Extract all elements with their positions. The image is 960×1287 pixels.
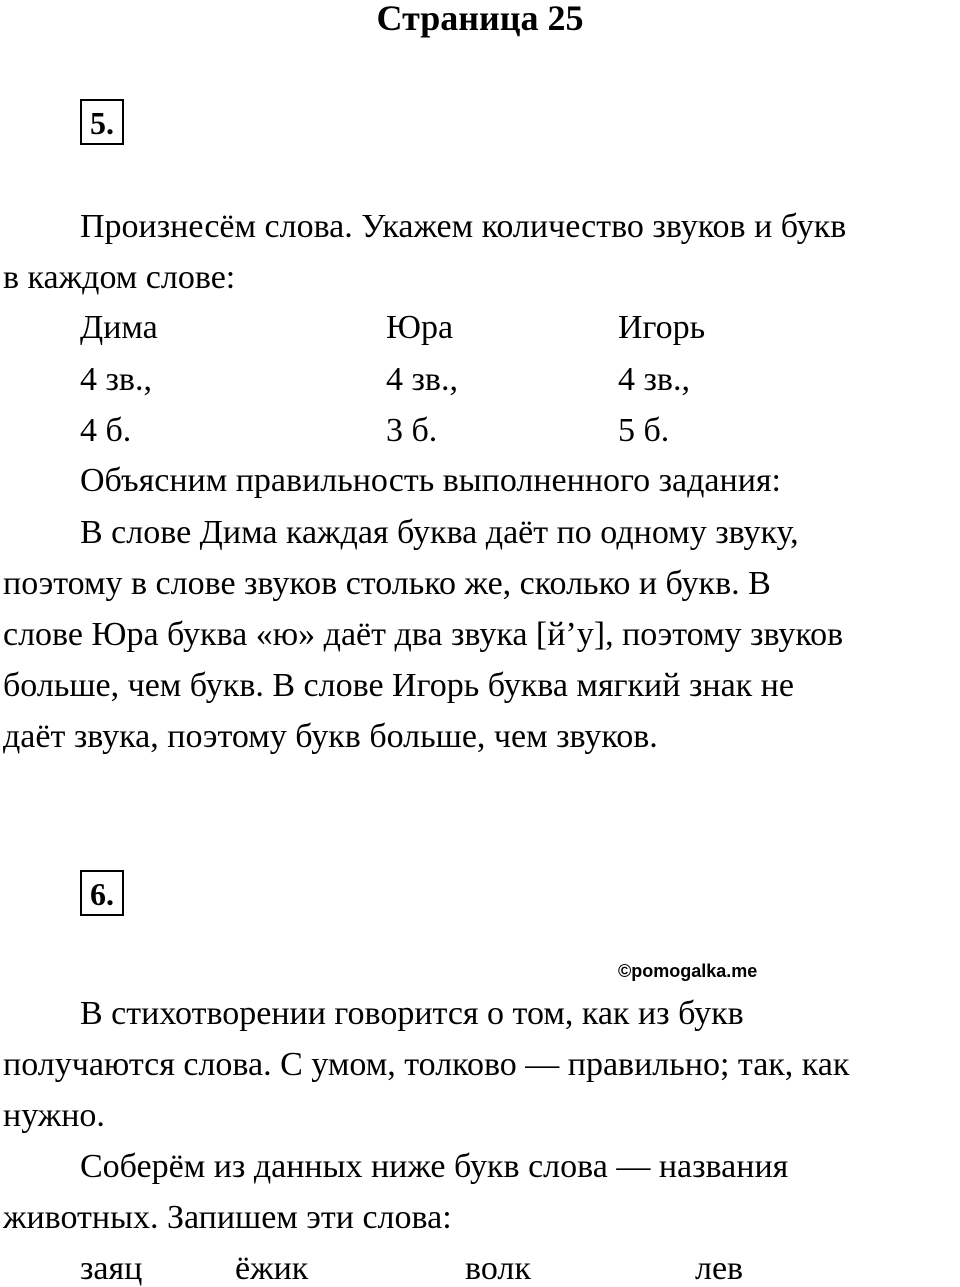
animal-word-1: заяц: [80, 1250, 143, 1287]
page-title: Страница 25: [376, 0, 584, 38]
animal-word-4: лев: [695, 1250, 744, 1287]
task6-para1-line-3: нужно.: [3, 1097, 105, 1134]
letters-dima: 4 б.: [80, 412, 132, 449]
explain-line-5: даёт звука, поэтому букв больше, чем звуков.: [3, 718, 658, 755]
task6-para2-line-1: Соберём из данных ниже букв слова — названия: [80, 1148, 789, 1185]
explain-heading: Объясним правильность выполненного задания:: [80, 462, 782, 499]
letters-yura: 3 б.: [386, 412, 438, 449]
watermark: ©pomogalka.me: [618, 961, 758, 981]
task6-para2-line-2: животных. Запишем эти слова:: [3, 1199, 452, 1236]
sounds-igor: 4 зв.,: [618, 361, 690, 398]
task6-para1-line-2: получаются слова. С умом, толково — правильно; так, как: [3, 1046, 850, 1083]
sounds-dima: 4 зв.,: [80, 361, 152, 398]
word-dima: Дима: [80, 309, 158, 346]
explain-line-1: В слове Дима каждая буква даёт по одному звуку,: [80, 514, 799, 551]
task5-intro-line-1: Произнесём слова. Укажем количество звуков и букв: [80, 208, 847, 245]
task-number-5: 5.: [80, 99, 124, 145]
explain-line-2: поэтому в слове звуков столько же, сколько и букв. В: [3, 565, 771, 602]
sounds-yura: 4 зв.,: [386, 361, 458, 398]
animal-word-3: волк: [465, 1250, 531, 1287]
letters-igor: 5 б.: [618, 412, 670, 449]
explain-line-4: больше, чем букв. В слове Игорь буква мягкий знак не: [3, 667, 794, 704]
word-igor: Игорь: [618, 309, 706, 346]
task6-para1-line-1: В стихотворении говорится о том, как из букв: [80, 995, 744, 1032]
animal-word-2: ёжик: [235, 1250, 309, 1287]
explain-line-3: слове Юра буква «ю» даёт два звука [й’у], поэтому звуков: [3, 616, 844, 653]
word-yura: Юра: [386, 309, 454, 346]
task-number-6: 6.: [80, 870, 124, 916]
task5-intro-line-2: в каждом слове:: [3, 259, 236, 296]
